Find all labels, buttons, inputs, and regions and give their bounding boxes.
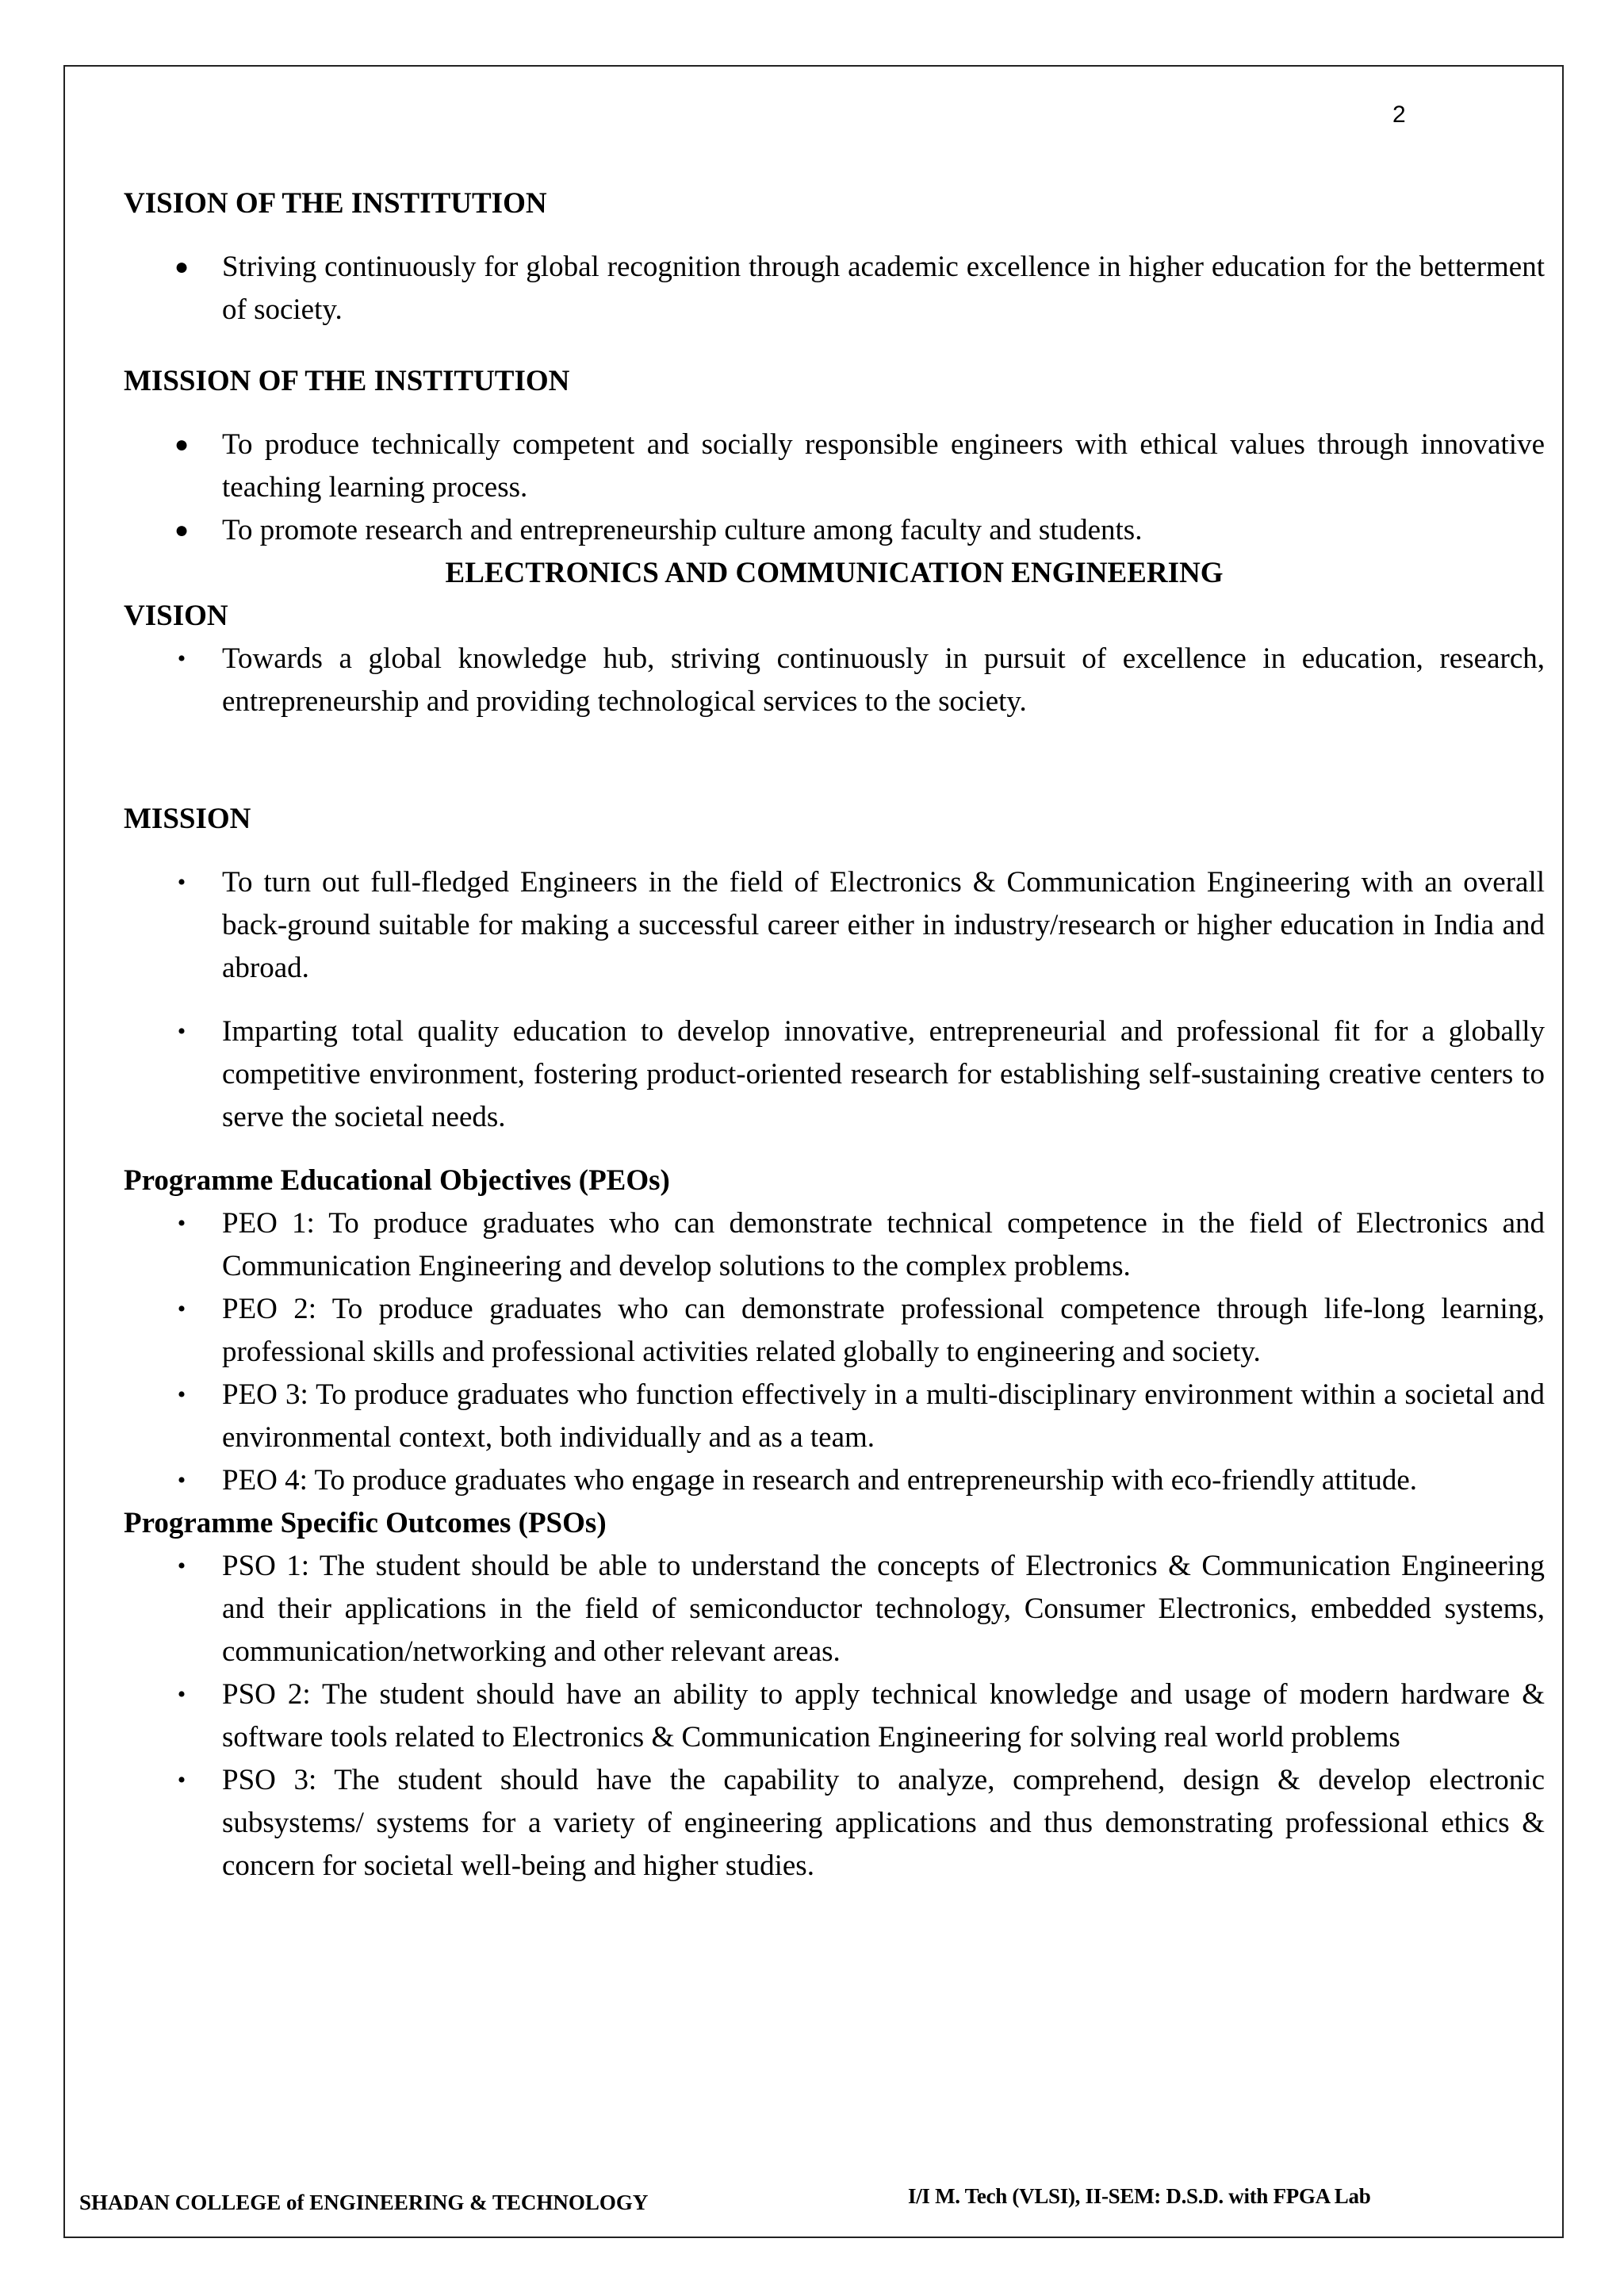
list-item bbox=[177, 1010, 1545, 1139]
list-item-text: Towards a global knowledge hub, striving continuously in pursuit of excellence in education, research, entrepreneurship and providing technological services to the society. bbox=[222, 642, 1545, 718]
psos-heading: Programme Specific Outcomes (PSOs) bbox=[124, 1507, 607, 1539]
list-item bbox=[177, 1459, 1545, 1502]
department-title: ELECTRONICS AND COMMUNICATION ENGINEERING bbox=[445, 557, 1224, 589]
bullet-icon: • bbox=[177, 1681, 186, 1708]
peos-list bbox=[124, 1202, 1545, 1502]
bullet-icon: ● bbox=[174, 254, 190, 280]
bullet-icon: • bbox=[177, 1382, 186, 1408]
list-item bbox=[177, 1759, 1545, 1888]
bullet-icon: • bbox=[177, 646, 186, 672]
vision-institution-list bbox=[124, 246, 1545, 332]
list-item-text: To turn out full-fledged Engineers in the field of Electronics & Communication Engineering with an overall back-ground suitable for making a successful career either in industry/research or higher education in India and abroad. bbox=[222, 866, 1545, 984]
page-number: 2 bbox=[1392, 102, 1406, 128]
bullet-icon: • bbox=[177, 1553, 186, 1579]
vision-institution-heading: VISION OF THE INSTITUTION bbox=[124, 187, 547, 220]
mission-institution-heading: MISSION OF THE INSTITUTION bbox=[124, 365, 570, 397]
list-item-text: PEO 2: To produce graduates who can demonstrate professional competence through life-long learning, professional skills and professional activities related globally to engineering and society. bbox=[222, 1293, 1545, 1368]
list-item-text: PEO 4: To produce graduates who engage in research and entrepreneurship with eco-friendly attitude. bbox=[222, 1464, 1418, 1497]
bullet-icon: ● bbox=[174, 431, 190, 458]
list-item bbox=[177, 638, 1545, 723]
list-item bbox=[177, 1545, 1545, 1673]
department-vision-list bbox=[124, 638, 1545, 723]
bullet-icon: • bbox=[177, 1018, 186, 1045]
bullet-icon: • bbox=[177, 1767, 186, 1793]
list-item-text: PSO 3: The student should have the capability to analyze, comprehend, design & develop electronic subsystems/ systems for a variety of engineering applications and thus demonstrating professional ethics & concern for societal well-being and higher studies. bbox=[222, 1764, 1545, 1882]
bullet-icon: • bbox=[177, 869, 186, 895]
list-item bbox=[177, 1288, 1545, 1374]
list-item-text: To promote research and entrepreneurship culture among faculty and students. bbox=[222, 514, 1143, 546]
document-body bbox=[124, 182, 1545, 1888]
list-item-text: To produce technically competent and socially responsible engineers with ethical values through innovative teaching learning process. bbox=[222, 428, 1545, 504]
peos-heading: Programme Educational Objectives (PEOs) bbox=[124, 1164, 670, 1197]
bullet-icon: • bbox=[177, 1467, 186, 1493]
department-vision-heading: VISION bbox=[124, 600, 228, 632]
mission-institution-list bbox=[124, 424, 1545, 552]
department-mission-list bbox=[124, 861, 1545, 990]
list-item-text: PEO 3: To produce graduates who function effectively in a multi-disciplinary environment within a societal and environmental context, both individually and as a team. bbox=[222, 1378, 1545, 1454]
list-item-text: Striving continuously for global recognition through academic excellence in higher education for the betterment of society. bbox=[222, 251, 1545, 326]
list-item bbox=[177, 1202, 1545, 1288]
footer-course-info: I/I M. Tech (VLSI), II-SEM: D.S.D. with FPGA Lab bbox=[908, 2184, 1371, 2208]
list-item bbox=[174, 246, 1545, 332]
psos-list bbox=[124, 1545, 1545, 1888]
footer-college-name: SHADAN COLLEGE of ENGINEERING & TECHNOLOGY bbox=[79, 2191, 649, 2214]
list-item-text: PSO 1: The student should be able to understand the concepts of Electronics & Communication Engineering and their applications in the field of semiconductor technology, Consumer Electronics, embedded systems, communication/networking and other relevant areas. bbox=[222, 1550, 1545, 1668]
list-item-text: PSO 2: The student should have an ability to apply technical knowledge and usage of modern hardware & software tools related to Electronics & Communication Engineering for solving real world problems bbox=[222, 1678, 1545, 1754]
bullet-icon: • bbox=[177, 1296, 186, 1322]
list-item-text: Imparting total quality education to develop innovative, entrepreneurial and professional fit for a globally competitive environment, fostering product-oriented research for establishing self-sustaining creative centers to serve the societal needs. bbox=[222, 1015, 1545, 1133]
list-item bbox=[177, 1374, 1545, 1459]
list-item bbox=[177, 1673, 1545, 1759]
department-mission-list-2 bbox=[124, 1010, 1545, 1139]
list-item-text: PEO 1: To produce graduates who can demonstrate technical competence in the field of Electronics and Communication Engineering and develop solutions to the complex problems. bbox=[222, 1207, 1545, 1282]
list-item bbox=[174, 509, 1545, 552]
department-mission-heading: MISSION bbox=[124, 803, 251, 835]
list-item bbox=[174, 424, 1545, 509]
bullet-icon: • bbox=[177, 1210, 186, 1236]
bullet-icon: ● bbox=[174, 517, 190, 543]
list-item bbox=[177, 861, 1545, 990]
